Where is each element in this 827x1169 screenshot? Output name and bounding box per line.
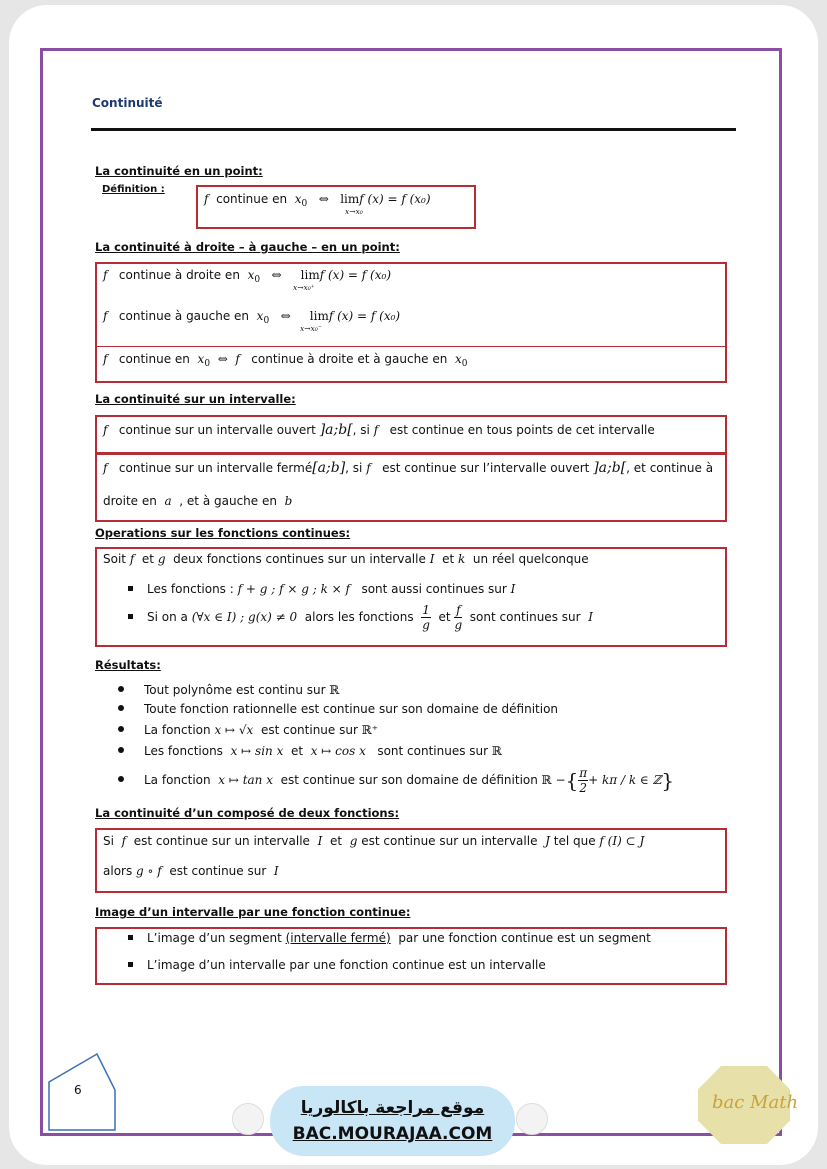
result-item-4: Les fonctions x ↦ sin x et x ↦ cos x sont continues sur ℝ xyxy=(118,744,502,758)
result-item-1: Tout polynôme est continu sur ℝ xyxy=(118,683,339,697)
point-continuity-line: f continue en $x_0$ ⇔ f continue à droite et à gauche en $x_0$ xyxy=(103,352,468,369)
image-item-1: L’image d’un segment (intervalle fermé) par une fonction continue est un segment xyxy=(128,931,651,945)
banner-arabic-text: موقع مراجعة باكالوريا xyxy=(300,1098,485,1118)
limit-subscript: x→x₀ xyxy=(345,207,363,216)
left-logo-icon xyxy=(232,1103,264,1135)
image-item-2: L’image d’un intervalle par une fonction continue est un intervalle xyxy=(128,958,546,972)
right-continuity-line: f continue à droite en $x_0$ ⇔ limf (x) = f (x₀) xyxy=(103,268,392,285)
left-continuity-line: f continue à gauche en $x_0$ ⇔ limf (x) = f (x₀) xyxy=(103,309,401,326)
operations-intro: Soit f et g deux fonctions continues sur un intervalle I et k un réel quelconque xyxy=(103,552,589,566)
limit-subscript-left: x→x₀⁻ xyxy=(300,324,322,333)
square-bullet-icon xyxy=(128,614,133,619)
limit-subscript-right: x→x₀⁺ xyxy=(293,283,315,292)
operations-item-1: Les fonctions : f + g ; f × g ; k × f sont aussi continues sur I xyxy=(128,582,515,596)
square-bullet-icon xyxy=(128,962,133,967)
dot-bullet-icon xyxy=(118,726,124,732)
section-heading-composition: La continuité d’un composé de deux fonctions: xyxy=(95,806,400,820)
result-item-3: La fonction x ↦ √x est continue sur ℝ⁺ xyxy=(118,723,378,737)
square-bullet-icon xyxy=(128,586,133,591)
closed-interval-line-2: droite en a , et à gauche en b xyxy=(103,494,293,508)
result-item-5: La fonction x ↦ tan x est continue sur son domaine de définition ℝ −{ $\frac{\pi}{2}$ + kπ / k ∈ ℤ} xyxy=(118,766,674,795)
right-logo-icon xyxy=(516,1103,548,1135)
separator xyxy=(96,346,726,347)
open-interval-line: f continue sur un intervalle ouvert ]a;b[, si f est continue en tous points de cet intervalle xyxy=(103,422,655,438)
page-title: Continuité xyxy=(92,96,163,110)
page-number: 6 xyxy=(74,1083,82,1097)
section-heading-results: Résultats: xyxy=(95,658,161,672)
section-heading-image: Image d’un intervalle par une fonction continue: xyxy=(95,905,411,919)
composition-line-2: alors g ∘ f est continue sur I xyxy=(103,864,279,878)
header-rule xyxy=(91,128,736,131)
definition-label: Définition : xyxy=(102,184,165,195)
operations-item-2: Si on a (∀x ∈ I) ; g(x) ≠ 0 alors les fonctions $\frac{1}{g}$ et $\frac{f}{g}$ sont continues sur I xyxy=(128,603,593,632)
square-bullet-icon xyxy=(128,935,133,940)
composition-line-1: Si f est continue sur un intervalle I et g est continue sur un intervalle J tel que f (I) ⊂ J xyxy=(103,834,645,848)
result-item-2: Toute fonction rationnelle est continue sur son domaine de définition xyxy=(118,702,558,716)
definition-line: f continue en $x_0$ ⇔ limf (x) = f (x₀) xyxy=(204,192,431,209)
section-heading-side: La continuité à droite – à gauche – en un point: xyxy=(95,240,400,254)
page-corner-tab xyxy=(47,1052,117,1132)
banner-site-link[interactable]: BAC.MOURAJAA.COM xyxy=(292,1124,493,1144)
dot-bullet-icon xyxy=(118,705,124,711)
closed-interval-line: f continue sur un intervalle fermé[a;b], si f est continue sur l’intervalle ouvert ]a;b[, et continue à xyxy=(103,460,714,476)
dot-bullet-icon xyxy=(118,686,124,692)
section-heading-operations: Operations sur les fonctions continues: xyxy=(95,526,351,540)
bac-math-logo-text: bac Math xyxy=(712,1092,799,1113)
dot-bullet-icon xyxy=(118,776,124,782)
site-banner[interactable] xyxy=(270,1086,515,1156)
section-heading-point: La continuité en un point: xyxy=(95,164,263,178)
section-heading-interval: La continuité sur un intervalle: xyxy=(95,392,296,406)
dot-bullet-icon xyxy=(118,747,124,753)
